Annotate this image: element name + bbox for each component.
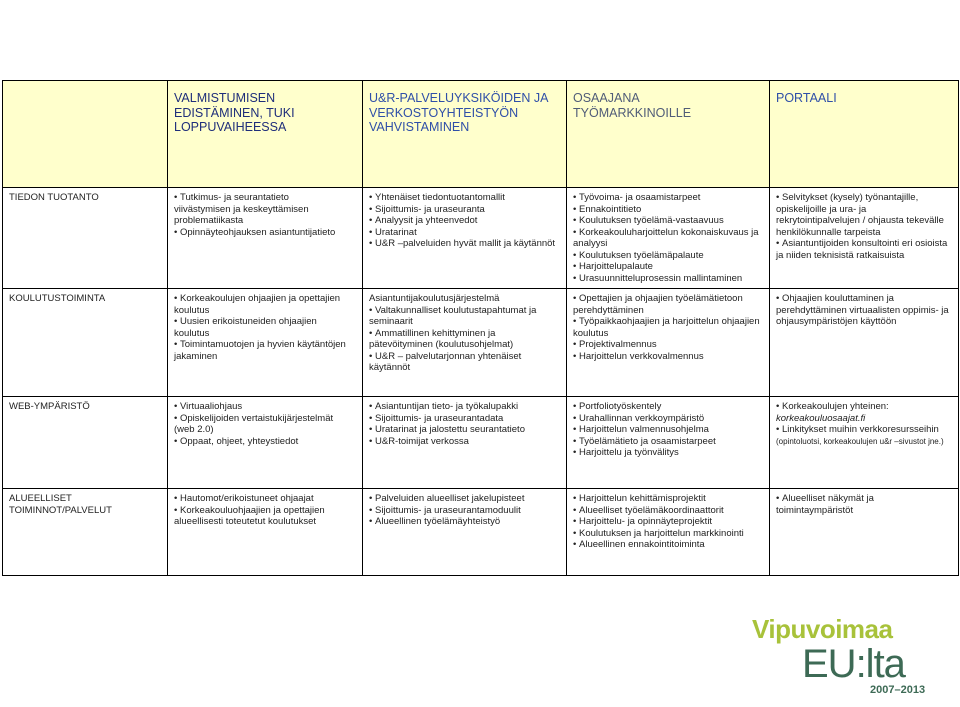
header-c2-line2: VERKOSTOYHTEISTYÖN [369,105,519,120]
list-item: • Analyysit ja yhteenvedot [369,215,560,227]
list-item: • Asiantuntijan tieto- ja työkalupakki [369,401,560,413]
cell-r0-c2 [363,188,567,289]
header-corner-cell [3,81,168,188]
list-item: • Hautomot/erikoistuneet ohjaajat [174,493,356,505]
list-item: • Harjoittelun kehittämisprojektit [573,493,763,505]
logo-years: 2007–2013 [870,684,926,696]
list-item: • Työvoima- ja osaamistarpeet [573,192,763,204]
list-item: • Yhtenäiset tiedontuotantomallit [369,192,560,204]
row-label: KOULUTUSTOIMINTA [3,289,168,397]
header-c1-line3: LOPPUVAIHEESSA [174,120,287,134]
list-item: • Harjoittelupalaute [573,261,763,273]
list-item: viivästymisen ja keskeyttämisen [174,203,309,215]
cell-r0-c1 [168,188,363,289]
list-item: • Työpaikkaohjaajien ja harjoittelun ohjaajien [573,316,763,328]
cell-r3-c4 [770,489,959,576]
header-c1-line2: EDISTÄMINEN, TUKI [174,105,295,120]
list-item: koulutus [174,304,210,316]
list-item: • Valtakunnalliset koulutustapahtumat ja [369,305,560,317]
list-item: • Alueelliset näkymät ja [776,493,952,505]
list-item: • Koulutuksen ja harjoittelun markkinointi [573,528,763,540]
list-item: • Urahallinnan verkkoympäristö [573,413,763,425]
row-tiedon-tuotanto [3,188,959,289]
header-portaali [770,81,959,188]
list-item: • Korkeakouluohjaajien ja opettajien [174,505,356,517]
list-item: henkilökunnalle tarpeista [776,226,881,238]
list-item: • U&R –palveluiden hyvät mallit ja käytännöt [369,238,560,250]
list-item: • Työelämätieto ja osaamistarpeet [573,436,763,448]
row-web-ymparisto [3,397,959,489]
list-item: • Tutkimus- ja seurantatieto [174,192,356,204]
list-item: koulutus [174,327,210,339]
list-item: toimintaympäristöt [776,504,854,516]
cell-r2-c3 [567,397,770,489]
cell-r0-c4 [770,188,959,289]
list-item: • Palveluiden alueelliset jakelupisteet [369,493,560,505]
list-item: • Ohjaajien kouluttaminen ja [776,293,952,305]
list-item: (opintoluotsi, korkeakoulujen u&r –sivustot jne.) [776,436,944,446]
header-c4-line1: PORTAALI [776,91,837,105]
list-item: • U&R-toimijat verkossa [369,436,560,448]
list-item: • Korkeakoulujen yhteinen: [776,401,952,413]
list-item: (web 2.0) [174,424,214,435]
cell-r3-c1 [168,489,363,576]
cell-r3-c2 [363,489,567,576]
list-item: • Harjoittelun valmennusohjelma [573,424,763,436]
cell-r1-c2 [363,289,567,397]
list-item: perehdyttäminen virtuaalisten oppimis- ja [776,304,949,316]
cell-r1-c1 [168,289,363,397]
list-item: • Uusien erikoistuneiden ohjaajien [174,316,356,328]
list-item: pätevöityminen (koulutusohjelmat) [369,339,514,350]
list-item: • Alueellinen ennakointitoiminta [573,539,763,551]
list-item: • Sijoittumis- ja uraseurantamoduulit [369,505,560,517]
list-item: • Alueelliset työelämäkoordinaattorit [573,505,763,517]
cell-r2-c2 [363,397,567,489]
list-item: • Selvitykset (kysely) työnantajille, [776,192,952,204]
list-item: • Koulutuksen työelämä-vastaavuus [573,215,763,227]
cell-r0-c3 [567,188,770,289]
list-item: • Opiskelijoiden vertaistukijärjestelmät [174,413,356,425]
list-item: • Portfoliotyöskentely [573,401,763,413]
list-item: ja niiden teknisistä ratkaisuista [776,249,905,261]
cell-r3-c3 [567,489,770,576]
list-item: analyysi [573,238,608,249]
list-item: • Projektivalmennus [573,339,763,351]
list-item: • Ammatillinen kehittyminen ja [369,328,560,340]
list-item: • Harjoittelu- ja opinnäyteprojektit [573,516,763,528]
list-item: • Sijoittumis- ja uraseurantadata [369,413,560,425]
list-item: • Linkitykset muihin verkkoresursseihin [776,424,952,436]
list-item: • Opinnäyteohjauksen asiantuntijatieto [174,227,356,239]
list-item: • Koulutuksen työelämäpalaute [573,250,763,262]
row-label: ALUEELLISET TOIMINNOT/PALVELUT [3,489,168,576]
cell-r1-c3 [567,289,770,397]
list-item: perehdyttäminen [573,304,644,316]
row-alueelliset [3,489,959,576]
list-item: opiskelijoille ja ura- ja [776,203,867,215]
list-item: • Toimintamuotojen ja hyvien käytäntöjen [174,339,356,351]
list-item: seminaarit [369,316,413,327]
list-item: alueellisesti toteutetut koulutukset [174,516,317,527]
logo-line2: EU:lta [802,642,905,686]
list-item: Asiantuntijakoulutusjärjestelmä [369,293,500,304]
list-item: • Uratarinat [369,227,560,239]
list-item: • Korkeakouluharjoittelun kokonaiskuvaus ja [573,227,763,239]
vipuvoimaa-eulta-logo [752,614,952,700]
list-item: problematiikasta [174,215,244,226]
list-item: • Opettajien ja ohjaajien työelämätietoon [573,293,763,305]
header-osaajana [567,81,770,188]
list-item: • Korkeakoulujen ohjaajien ja opettajien [174,293,356,305]
portal-url[interactable]: korkeakouluosaajat.fi [776,412,866,424]
list-item: • Virtuaaliohjaus [174,401,356,413]
list-item: • Harjoittelu ja työnvälitys [573,447,763,459]
list-item: • Alueellinen työelämäyhteistyö [369,516,560,528]
header-c3-line1: OSAAJANA [573,91,640,105]
header-valmistumisen [168,81,363,188]
list-item: käytännöt [369,362,411,373]
list-item: • Uratarinat ja jalostettu seurantatieto [369,424,560,436]
list-item: • Harjoittelun verkkovalmennus [573,351,763,363]
header-c2-line1: U&R-PALVELUYKSIKÖIDEN JA [369,91,549,105]
header-row [3,81,959,188]
list-item: • Urasuunnitteluprosessin mallintaminen [573,273,763,285]
header-c1-line1: VALMISTUMISEN [174,91,276,105]
header-c3-line2: TYÖMARKKINOILLE [573,105,692,120]
list-item: • U&R – palvelutarjonnan yhtenäiset [369,351,560,363]
list-item: jakaminen [174,350,218,362]
list-item: • Sijoittumis- ja uraseuranta [369,204,560,216]
list-item: • Asiantuntijoiden konsultointi eri osioista [776,238,952,250]
list-item: • Oppaat, ohjeet, yhteystiedot [174,436,356,448]
list-item: ohjausympäristöjen käyttöön [776,316,897,327]
strategy-matrix-table [2,80,959,576]
cell-r1-c4 [770,289,959,397]
cell-r2-c1 [168,397,363,489]
row-label: WEB-YMPÄRISTÖ [3,397,168,489]
header-ur-palveluyksikot [363,81,567,188]
list-item: rekrytointipalvelujen / ohjausta tekevälle [776,215,944,226]
list-item: • Ennakointitieto [573,204,763,216]
row-label: TIEDON TUOTANTO [3,188,168,289]
row-koulutustoiminta [3,289,959,397]
logo-line1: Vipuvoimaa [752,614,893,644]
header-c2-line3: VAHVISTAMINEN [369,120,470,134]
cell-r2-c4 [770,397,959,489]
list-item: koulutus [573,327,609,339]
